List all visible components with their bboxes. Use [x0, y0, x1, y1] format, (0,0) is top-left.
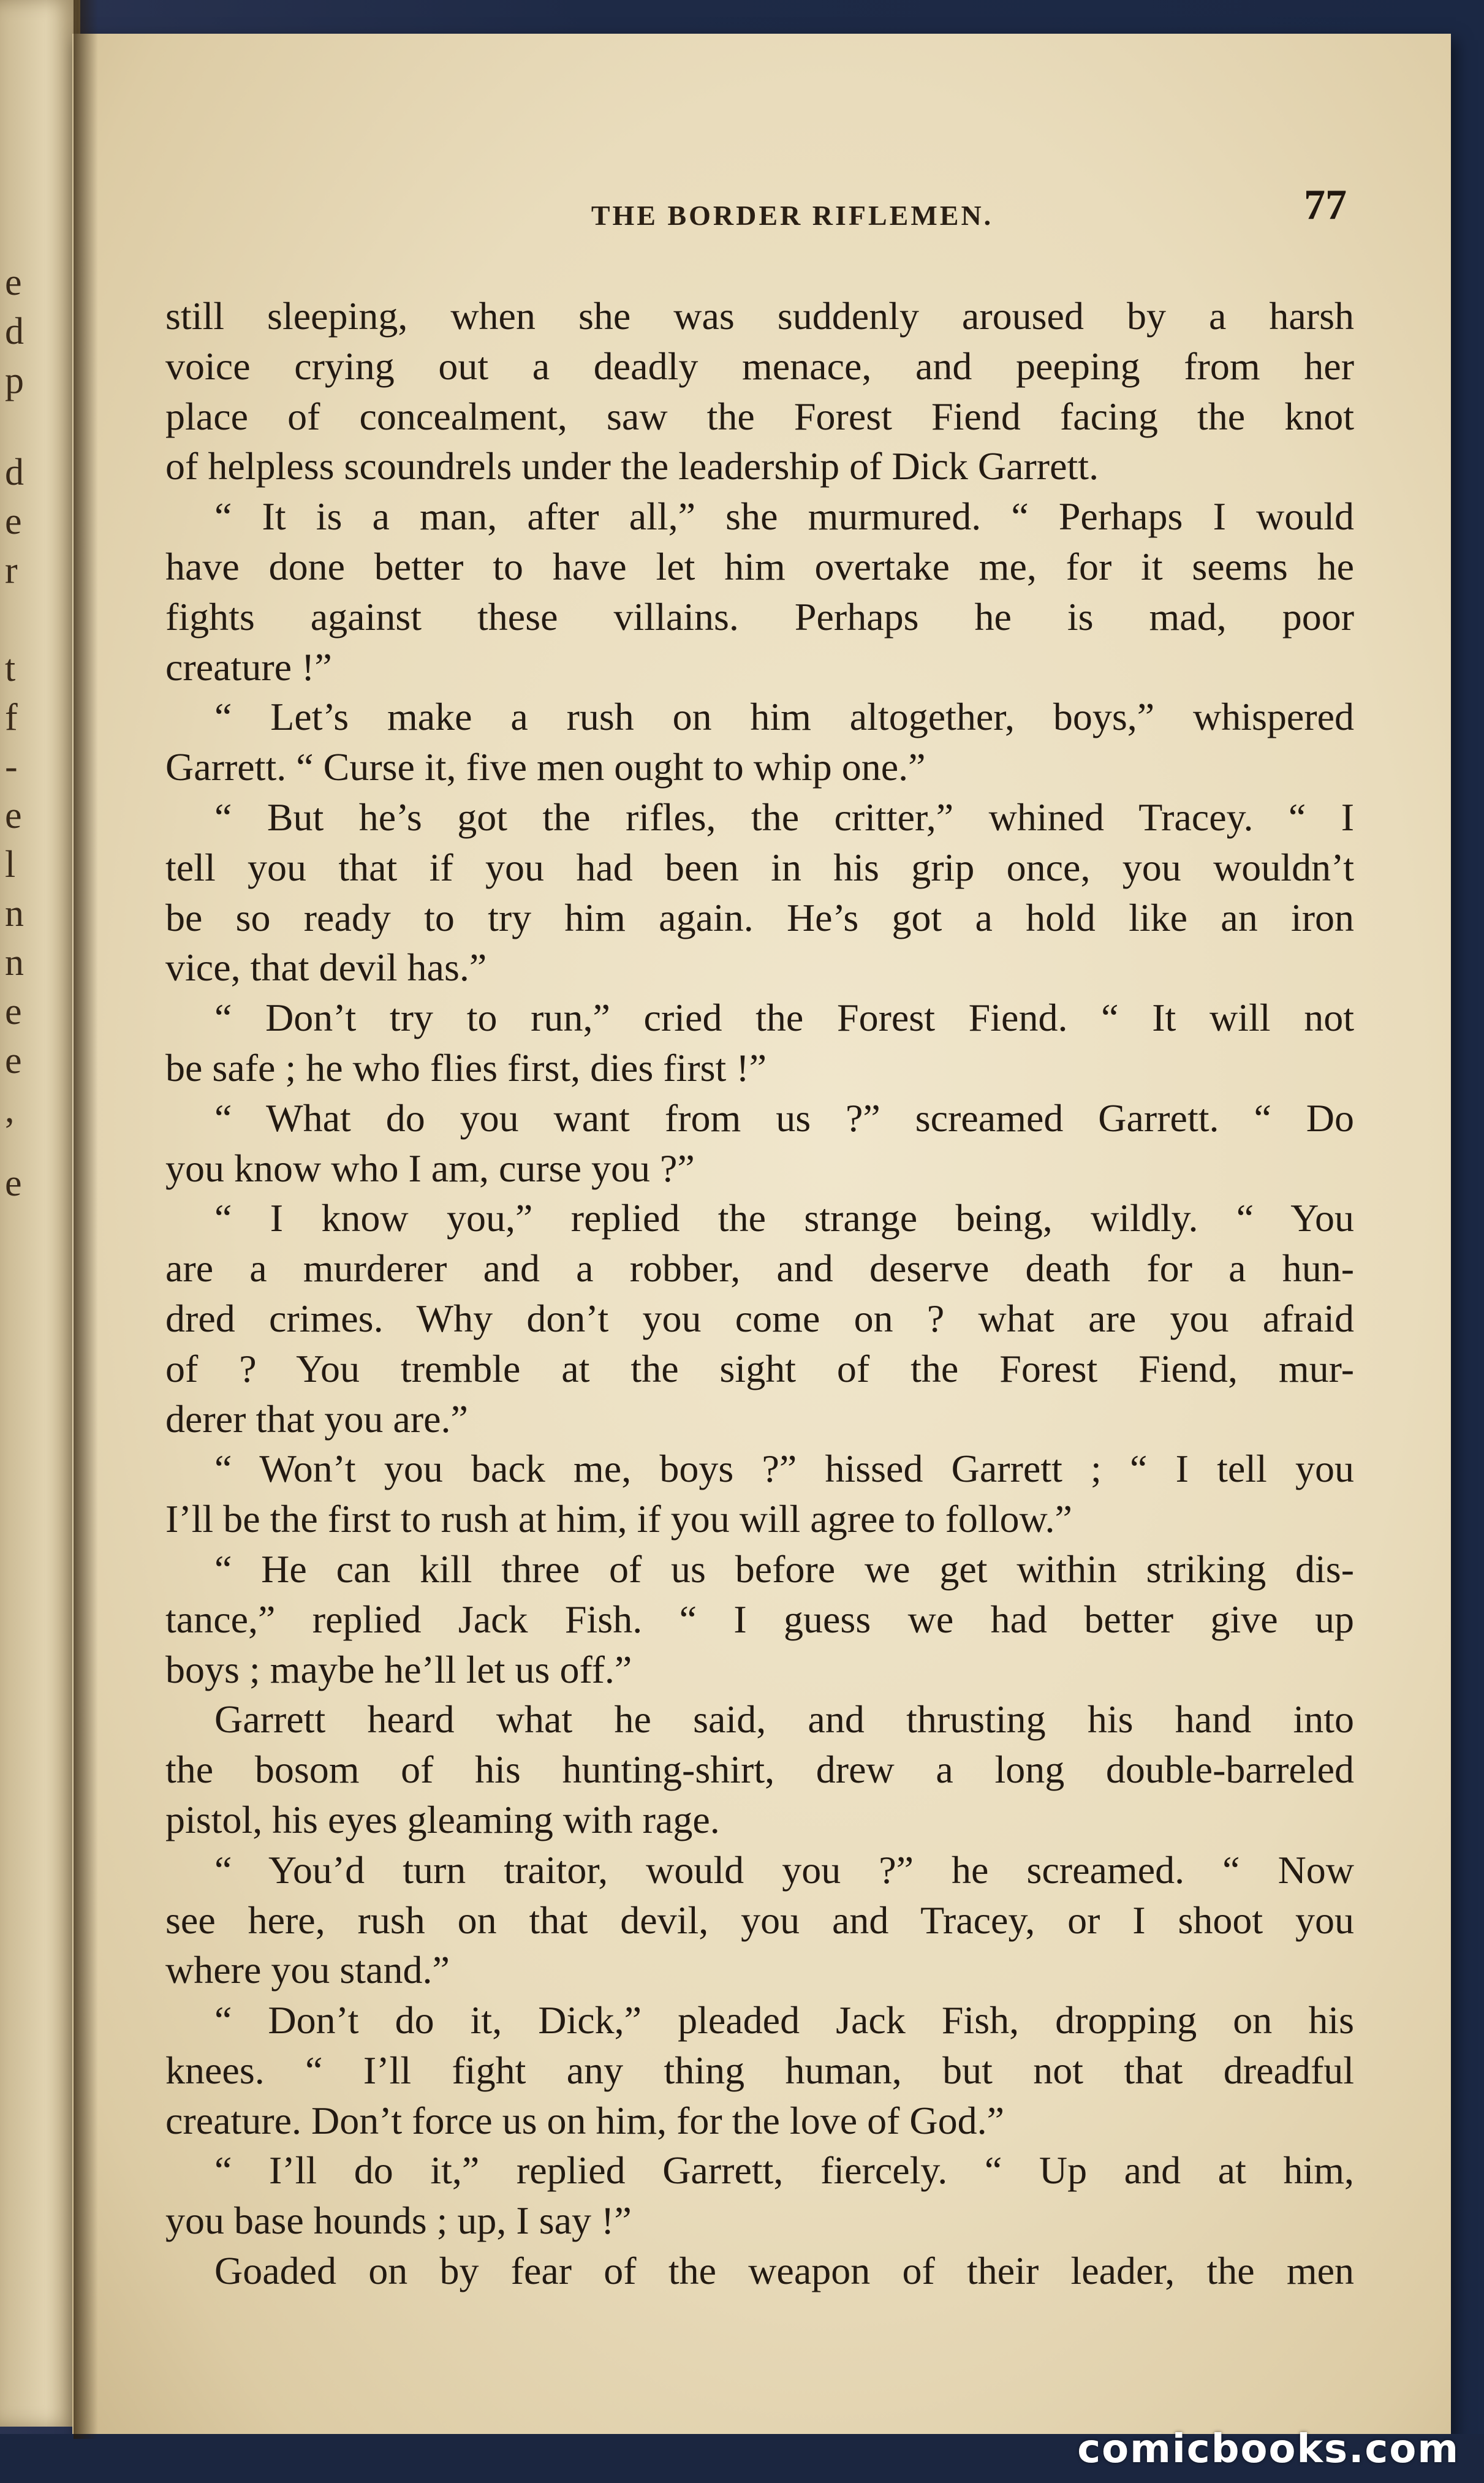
text-line: “ It is a man, after all,” she murmured. “ Perhaps I would — [214, 495, 1354, 539]
text-line: “ What do you want from us ?” screamed Garrett. “ Do — [214, 1096, 1354, 1140]
text-line: “ He can kill three of us before we get within striking dis- — [214, 1547, 1354, 1591]
text-line: where you stand.” — [165, 1948, 450, 1992]
text-line: boys ; maybe he’ll let us off.” — [165, 1647, 632, 1691]
text-line: are a murderer and a robber, and deserve death for a hun- — [165, 1246, 1354, 1291]
left-page-fragment: n — [5, 942, 24, 984]
left-page-fragment: l — [5, 844, 16, 885]
left-page-fragment: r — [5, 550, 18, 591]
text-line: creature. Don’t force us on him, for the love of God.” — [165, 2098, 1005, 2142]
text-line: Garrett heard what he said, and thrusting his hand into — [214, 1697, 1354, 1742]
text-line: Garrett. “ Curse it, five men ought to whip one.” — [165, 745, 926, 789]
left-page-fragment: e — [5, 991, 22, 1033]
left-page-fragment: e — [5, 795, 22, 836]
text-line: of ? You tremble at the sight of the Forest Fiend, mur- — [165, 1346, 1354, 1390]
running-head: THE BORDER RIFLEMEN. — [591, 200, 994, 231]
left-page-fragment: e — [5, 501, 22, 542]
left-page-fragment: t — [5, 648, 16, 689]
text-line: “ Won’t you back me, boys ?” hissed Garrett ; “ I tell you — [214, 1447, 1354, 1491]
left-facing-page — [0, 0, 80, 2427]
text-line: you know who I am, curse you ?” — [165, 1146, 695, 1190]
left-page-fragment: n — [5, 893, 24, 934]
text-line: derer that you are.” — [165, 1397, 468, 1441]
left-page-fragment: e — [5, 262, 22, 303]
text-line: still sleeping, when she was suddenly aroused by a harsh — [165, 294, 1354, 338]
text-line: “ You’d turn traitor, would you ?” he screamed. “ Now — [214, 1848, 1354, 1892]
left-page-fragment: e — [5, 1162, 22, 1204]
book-gutter — [74, 0, 98, 2439]
text-line: I’ll be the first to rush at him, if you will agree to follow.” — [165, 1497, 1072, 1541]
text-line: the bosom of his hunting-shirt, drew a long double-barreled — [165, 1748, 1354, 1792]
text-line: knees. “ I’ll fight any thing human, but not that dreadful — [165, 2048, 1354, 2092]
page-number: 77 — [1304, 181, 1347, 229]
text-line: “ Don’t do it, Dick,” pleaded Jack Fish, dropping on his — [214, 1998, 1354, 2042]
left-page-fragment: f — [5, 697, 18, 738]
text-line: pistol, his eyes gleaming with rage. — [165, 1797, 720, 1841]
text-line: “ But he’s got the rifles, the critter,” whined Tracey. “ I — [214, 795, 1354, 839]
text-line: tell you that if you had been in his grip once, you wouldn’t — [165, 845, 1354, 889]
text-line: “ Let’s make a rush on him altogether, boys,” whispered — [214, 695, 1354, 739]
text-line: place of concealment, saw the Forest Fiend facing the knot — [165, 394, 1354, 438]
text-line: voice crying out a deadly menace, and peeping from her — [165, 344, 1354, 388]
left-page-fragment: - — [5, 746, 18, 787]
text-line: “ Don’t try to run,” cried the Forest Fiend. “ It will not — [214, 996, 1354, 1040]
watermark: comicbooks.com — [1077, 2427, 1459, 2472]
text-line: of helpless scoundrels under the leadership of Dick Garrett. — [165, 444, 1099, 488]
left-page-fragment: p — [5, 360, 24, 401]
text-line: fights against these villains. Perhaps he is mad, poor — [165, 594, 1354, 639]
text-line: tance,” replied Jack Fish. “ I guess we had better give up — [165, 1597, 1354, 1641]
text-line: “ I’ll do it,” replied Garrett, fiercely. “ Up and at him, — [214, 2148, 1354, 2193]
book-page — [72, 34, 1451, 2470]
text-line: you base hounds ; up, I say !” — [165, 2199, 632, 2243]
text-line: see here, rush on that devil, you and Tracey, or I shoot you — [165, 1898, 1354, 1942]
text-line: dred crimes. Why don’t you come on ? what are you afraid — [165, 1296, 1354, 1340]
left-page-fragment: , — [5, 1089, 15, 1131]
body-text — [165, 291, 1354, 2296]
text-line: be safe ; he who flies first, dies first !” — [165, 1045, 767, 1090]
text-line: vice, that devil has.” — [165, 946, 487, 990]
left-page-fragment: d — [5, 311, 24, 352]
left-page-fragment: e — [5, 1040, 22, 1082]
left-page-fragment: d — [5, 452, 24, 493]
text-line: have done better to have let him overtake me, for it seems he — [165, 544, 1354, 588]
text-line: “ I know you,” replied the strange being, wildly. “ You — [214, 1196, 1354, 1240]
text-line: creature !” — [165, 645, 332, 689]
text-line: Goaded on by fear of the weapon of their leader, the men — [214, 2249, 1354, 2293]
text-line: be so ready to try him again. He’s got a hold like an iron — [165, 895, 1354, 939]
